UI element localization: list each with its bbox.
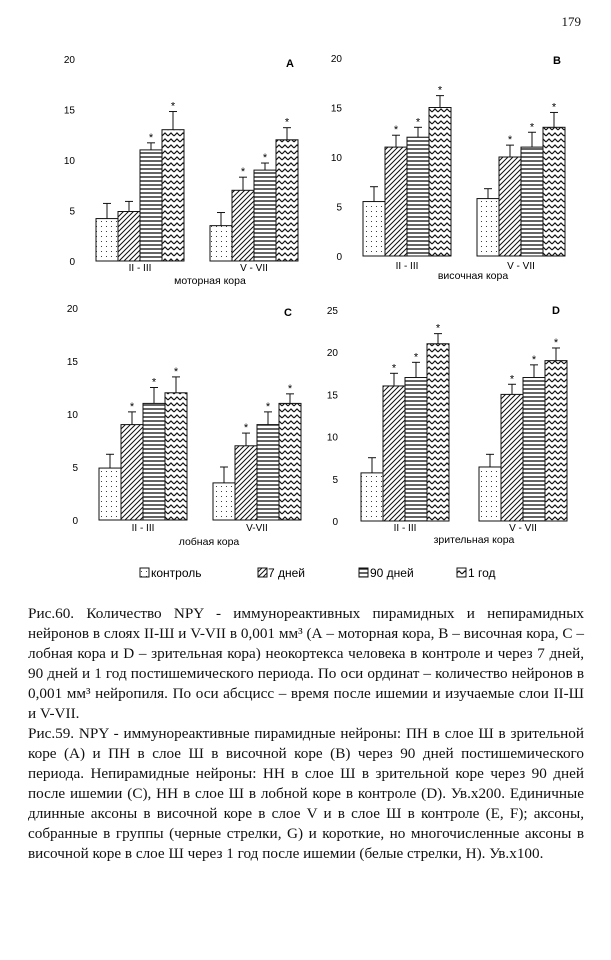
chart-panel-d [327, 305, 567, 546]
figure-caption [28, 604, 584, 864]
legend-swatch-1-year [457, 568, 466, 577]
y-tick-label: 20 [63, 55, 75, 66]
bar-control [477, 199, 499, 256]
chart-panel-a [64, 55, 298, 287]
bar-7-days [499, 157, 521, 256]
legend-swatch-90-days [359, 568, 368, 577]
significance-star: * [151, 376, 157, 389]
significance-star: * [437, 84, 443, 97]
bar-control [96, 219, 118, 261]
bar-1-year [162, 130, 184, 261]
bar-7-days [501, 394, 523, 521]
bar-7-days [232, 190, 254, 261]
significance-star: * [393, 124, 399, 137]
y-tick-label: 20 [66, 304, 78, 315]
bar-7-days [235, 446, 257, 520]
category-label: II - III [131, 523, 155, 534]
y-tick-label: 10 [326, 432, 338, 444]
chart-panel-c [67, 304, 301, 548]
panel-letter: D [552, 305, 560, 317]
legend-item-1-year [457, 566, 496, 580]
y-tick-label: 20 [326, 348, 338, 360]
category-label: II - III [395, 261, 419, 272]
bar-90-days [143, 403, 165, 520]
bar-control [363, 202, 385, 256]
y-tick-label: 10 [330, 153, 342, 164]
legend [140, 566, 496, 580]
bar-7-days [385, 147, 407, 256]
legend-label-7-days: 7 дней [268, 566, 306, 580]
bar-1-year [276, 140, 298, 261]
bar-90-days [254, 170, 276, 261]
category-label: V - VII [240, 263, 268, 274]
category-label: V - VII [509, 523, 537, 534]
y-tick-label: 15 [63, 105, 75, 117]
legend-swatch-7-days [258, 568, 267, 577]
bar-7-days [121, 425, 143, 520]
page-number: 179 [561, 14, 581, 29]
bar-7-days [118, 212, 140, 261]
bar-90-days [407, 137, 429, 256]
bar-90-days [521, 147, 543, 256]
x-axis-label: височная кора [437, 270, 509, 282]
significance-star: * [240, 166, 246, 179]
bar-1-year [543, 127, 565, 256]
bar-1-year [279, 403, 301, 520]
panel-letter: C [284, 307, 292, 319]
significance-star: * [129, 400, 135, 413]
caption-fig-60: Рис.60. Количество NPY - иммунореактивных пирамидных и непирамидных нейронов в слоях II-Ш и V-VII в 0,001 мм³ (А – моторная кора, В – височная кора, С – лобная кора и D – зрительная кора) неокортекса человека в контроле и через 7 дней, 90 дней и 1 год постишемического периода. По оси ординат – количество нейронов в 0,001 мм³ нейропиля. По оси абсцисс – время после ишемии и изучаемые слои II-Ш и V-VII. [28, 605, 584, 722]
y-tick-label: 5 [69, 206, 75, 218]
significance-star: * [435, 322, 441, 335]
bar-90-days [257, 425, 279, 520]
significance-star: * [391, 362, 397, 375]
significance-star: * [284, 116, 290, 129]
bar-1-year [429, 108, 451, 257]
bar-90-days [405, 378, 427, 521]
significance-star: * [170, 100, 176, 113]
y-tick-label: 15 [66, 357, 78, 368]
y-tick-label: 0 [72, 516, 78, 527]
significance-star: * [243, 422, 249, 435]
significance-star: * [553, 336, 559, 349]
x-axis-label: зрительная кора [433, 534, 515, 546]
y-tick-label: 5 [336, 202, 342, 214]
significance-star: * [529, 121, 535, 134]
significance-star: * [507, 134, 513, 147]
bar-control [99, 468, 121, 520]
chart-panel-b [331, 54, 565, 282]
legend-label-90-days: 90 дней [370, 566, 414, 580]
significance-star: * [262, 152, 268, 165]
caption-fig-59: Рис.59. NPY - иммунореактивные пирамидные нейроны: ПН в слое Ш в зрительной коре (А) и ПН в слое Ш в височной коре (В) через 90 дней постишемического периода. Непирамидные нейроны: НН в слое Ш в зрительной коре через 90 дней после ишемии (С), НН в слое Ш в лобной коре в контроле (D). Ув.х200. Единичные длинные аксоны в височной коре в слое V и в слое Ш в контроле (Е, F); аксоны, собранные в группы (черные стрелки, G) и короткие, но многочисленные аксоны в височной коре в слое Ш через 1 год после ишемии (белые стрелки, H). Ув.х100. [28, 725, 584, 862]
y-tick-label: 0 [332, 517, 338, 528]
y-tick-label: 0 [336, 252, 342, 263]
category-label: V - VII [507, 261, 535, 272]
legend-label-1-year: 1 год [468, 566, 496, 580]
category-label: II - III [393, 523, 417, 534]
bar-control [361, 473, 383, 521]
y-tick-label: 10 [63, 156, 75, 167]
significance-star: * [265, 400, 271, 413]
legend-label-control: контроль [151, 566, 202, 580]
bar-7-days [383, 386, 405, 521]
y-tick-label: 10 [66, 410, 78, 421]
bar-1-year [545, 361, 567, 521]
bar-control [210, 226, 232, 261]
significance-star: * [509, 373, 515, 386]
legend-item-90-days [359, 566, 414, 580]
category-label: II - III [128, 263, 152, 274]
significance-star: * [173, 365, 179, 378]
category-label: V-VII [246, 523, 268, 534]
significance-star: * [531, 353, 537, 366]
legend-item-7-days [258, 566, 305, 580]
panel-letter: B [553, 55, 561, 67]
legend-swatch-control [140, 568, 149, 577]
bar-90-days [140, 150, 162, 261]
x-axis-label: лобная кора [178, 536, 240, 548]
y-tick-label: 25 [326, 306, 338, 317]
legend-item-control [140, 566, 202, 580]
y-tick-label: 0 [69, 257, 75, 268]
significance-star: * [287, 382, 293, 395]
y-tick-label: 5 [332, 474, 338, 486]
significance-star: * [415, 116, 421, 129]
bar-1-year [427, 344, 449, 521]
y-tick-label: 20 [330, 54, 342, 65]
y-tick-label: 15 [330, 103, 342, 115]
panel-letter: A [286, 58, 294, 70]
significance-star: * [413, 351, 419, 364]
y-tick-label: 15 [326, 390, 338, 402]
significance-star: * [148, 131, 154, 144]
bar-90-days [523, 378, 545, 521]
bar-1-year [165, 393, 187, 520]
bar-control [213, 483, 235, 520]
y-tick-label: 5 [72, 463, 78, 474]
significance-star: * [551, 101, 557, 114]
x-axis-label: моторная кора [174, 275, 246, 287]
bar-control [479, 467, 501, 521]
